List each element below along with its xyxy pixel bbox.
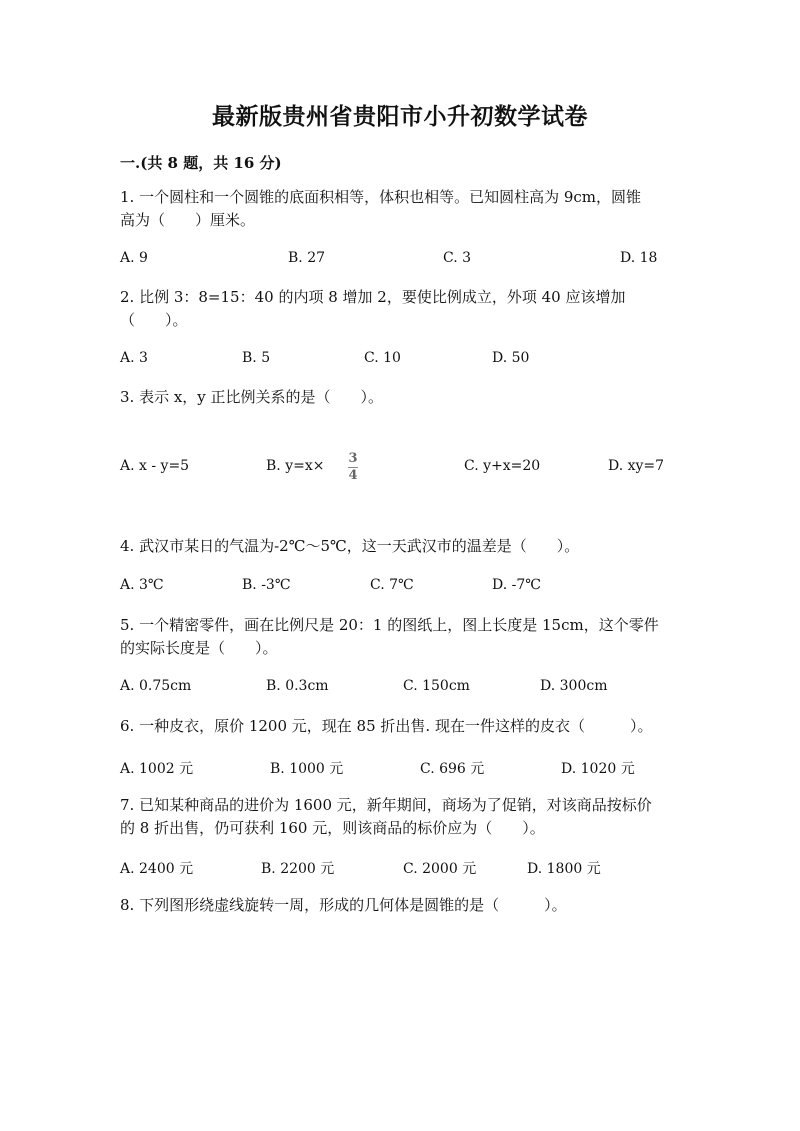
question-6-option-c: C. 696 元 [420, 761, 485, 777]
question-1-option-a: A. 9 [120, 250, 148, 266]
question-7-option-a: A. 2400 元 [120, 861, 194, 877]
question-3-option-a: A. x - y=5 [120, 458, 190, 474]
question-4-option-c: C. 7℃ [370, 577, 414, 593]
question-7-line-1: 7. 已知某种商品的进价为 1600 元，新年期间，商场为了促销，对该商品按标价 [120, 796, 652, 814]
question-2-option-c: C. 10 [364, 350, 401, 366]
question-1-option-b: B. 27 [288, 250, 326, 266]
question-2-option-d: D. 50 [492, 350, 530, 366]
question-1-option-c: C. 3 [443, 250, 472, 266]
question-3-option-c: C. y+x=20 [464, 458, 541, 474]
question-5-line-2: 的实际长度是（ ）。 [120, 639, 278, 657]
question-7-option-b: B. 2200 元 [261, 861, 335, 877]
question-3-fraction [346, 452, 360, 483]
question-1-line-1: 1. 一个圆柱和一个圆锥的底面积相等，体积也相等。已知圆柱高为 9cm，圆锥 [120, 188, 642, 206]
question-7-line-2: 的 8 折出售，仍可获利 160 元，则该商品的标价应为（ ）。 [120, 819, 545, 837]
question-7-option-d: D. 1800 元 [527, 861, 601, 877]
question-3-line-1: 3. 表示 x，y 正比例关系的是（ ）。 [120, 388, 384, 406]
fraction-denominator: 4 [348, 468, 358, 483]
section-heading: 一.(共 8 题，共 16 分) [120, 154, 282, 172]
question-4-option-d: D. -7℃ [492, 577, 541, 593]
question-2-line-2: （ ）。 [120, 311, 188, 329]
question-5-option-a: A. 0.75cm [120, 678, 192, 694]
question-3-option-b: B. y=x× [266, 458, 325, 474]
question-4-option-a: A. 3℃ [120, 577, 164, 593]
question-8-line-1: 8. 下列图形绕虚线旋转一周，形成的几何体是圆锥的是（ ）。 [120, 896, 567, 914]
question-6-option-a: A. 1002 元 [120, 761, 194, 777]
question-5-option-d: D. 300cm [540, 678, 608, 694]
question-2-line-1: 2. 比例 3：8=15：40 的内项 8 增加 2，要使比例成立，外项 40 应该增加 [120, 288, 626, 306]
question-5-option-b: B. 0.3cm [266, 678, 329, 694]
question-4-line-1: 4. 武汉市某日的气温为-2℃～5℃，这一天武汉市的温差是（ ）。 [120, 537, 580, 555]
exam-title: 最新版贵州省贵阳市小升初数学试卷 [212, 103, 588, 130]
question-7-option-c: C. 2000 元 [403, 861, 477, 877]
question-5-line-1: 5. 一个精密零件，画在比例尺是 20：1 的图纸上，图上长度是 15cm，这个零件 [120, 616, 659, 634]
question-1-line-2: 高为（ ）厘米。 [120, 211, 256, 229]
question-2-option-a: A. 3 [120, 350, 148, 366]
question-6-option-d: D. 1020 元 [561, 761, 635, 777]
question-6-option-b: B. 1000 元 [270, 761, 344, 777]
question-5-option-c: C. 150cm [403, 678, 470, 694]
question-3-option-d: D. xy=7 [608, 458, 665, 474]
question-6-line-1: 6. 一种皮衣，原价 1200 元，现在 85 折出售. 现在一件这样的皮衣（ ）。 [120, 717, 653, 735]
question-4-option-b: B. -3℃ [242, 577, 291, 593]
question-2-option-b: B. 5 [242, 350, 271, 366]
question-1-option-d: D. 18 [620, 250, 658, 266]
fraction-numerator: 3 [348, 451, 358, 466]
